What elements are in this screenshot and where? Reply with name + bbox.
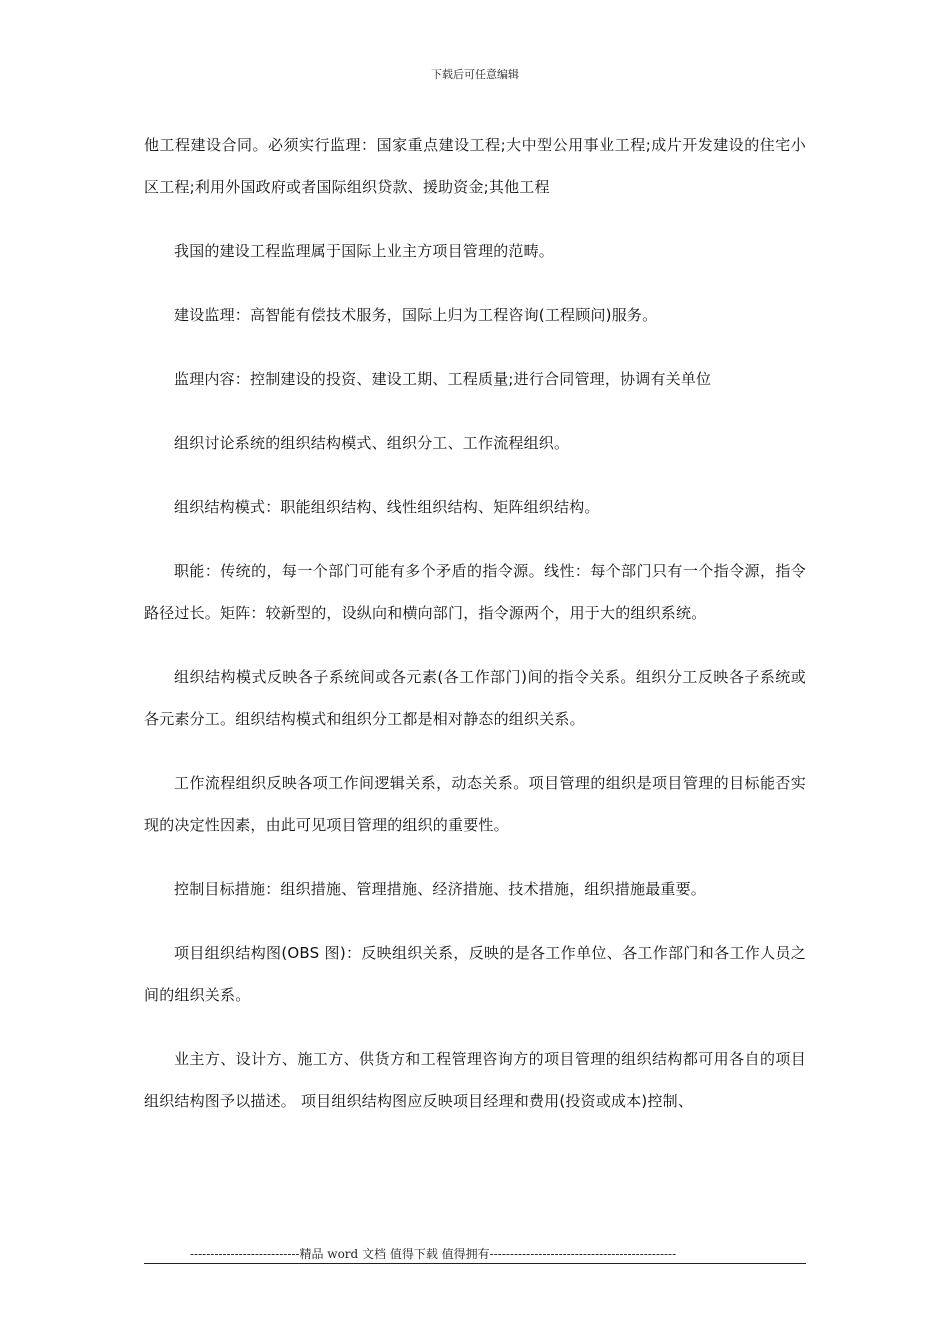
paragraph: 项目组织结构图(OBS 图)：反映组织关系，反映的是各工作单位、各工作部门和各工作人员之间的组织关系。 (144, 944, 806, 1004)
paragraph: 工作流程组织反映各项工作间逻辑关系，动态关系。项目管理的组织是项目管理的目标能否实现的决定性因素，由此可见项目管理的组织的重要性。 (144, 774, 806, 834)
paragraph: 组织结构模式反映各子系统间或各元素(各工作部门)间的指令关系。组织分工反映各子系统或各元素分工。组织结构模式和组织分工都是相对静态的组织关系。 (144, 668, 806, 728)
paragraph: 控制目标措施：组织措施、管理措施、经济措施、技术措施，组织措施最重要。 (174, 880, 707, 898)
paragraph: 监理内容：控制建设的投资、建设工期、工程质量;进行合同管理，协调有关单位 (174, 370, 712, 388)
paragraph: 业主方、设计方、施工方、供货方和工程管理咨询方的项目管理的组织结构都可用各自的项目组织结构图予以描述。 项目组织结构图应反映项目经理和费用(投资或成本)控制、 (144, 1050, 806, 1110)
document-body (144, 124, 806, 1144)
page-footer: ---------------------------精品 word 文档 值得下载 值得拥有---------------------------------------------- (190, 1247, 677, 1261)
paragraph: 组织结构模式：职能组织结构、线性组织结构、矩阵组织结构。 (174, 498, 600, 516)
paragraph: 职能：传统的，每一个部门可能有多个矛盾的指令源。线性：每个部门只有一个指令源，指令路径过长。矩阵：较新型的，设纵向和横向部门，指令源两个，用于大的组织系统。 (144, 562, 806, 622)
paragraph: 组织讨论系统的组织结构模式、组织分工、工作流程组织。 (174, 434, 570, 452)
paragraph: 建设监理：高智能有偿技术服务，国际上归为工程咨询(工程顾问)服务。 (174, 306, 658, 324)
page-header: 下载后可任意编辑 (431, 68, 519, 81)
footer-divider (144, 1263, 806, 1264)
paragraph: 我国的建设工程监理属于国际上业主方项目管理的范畴。 (174, 242, 555, 260)
paragraph: 他工程建设合同。必须实行监理：国家重点建设工程;大中型公用事业工程;成片开发建设的住宅小区工程;利用外国政府或者国际组织贷款、援助资金;其他工程 (144, 136, 806, 196)
